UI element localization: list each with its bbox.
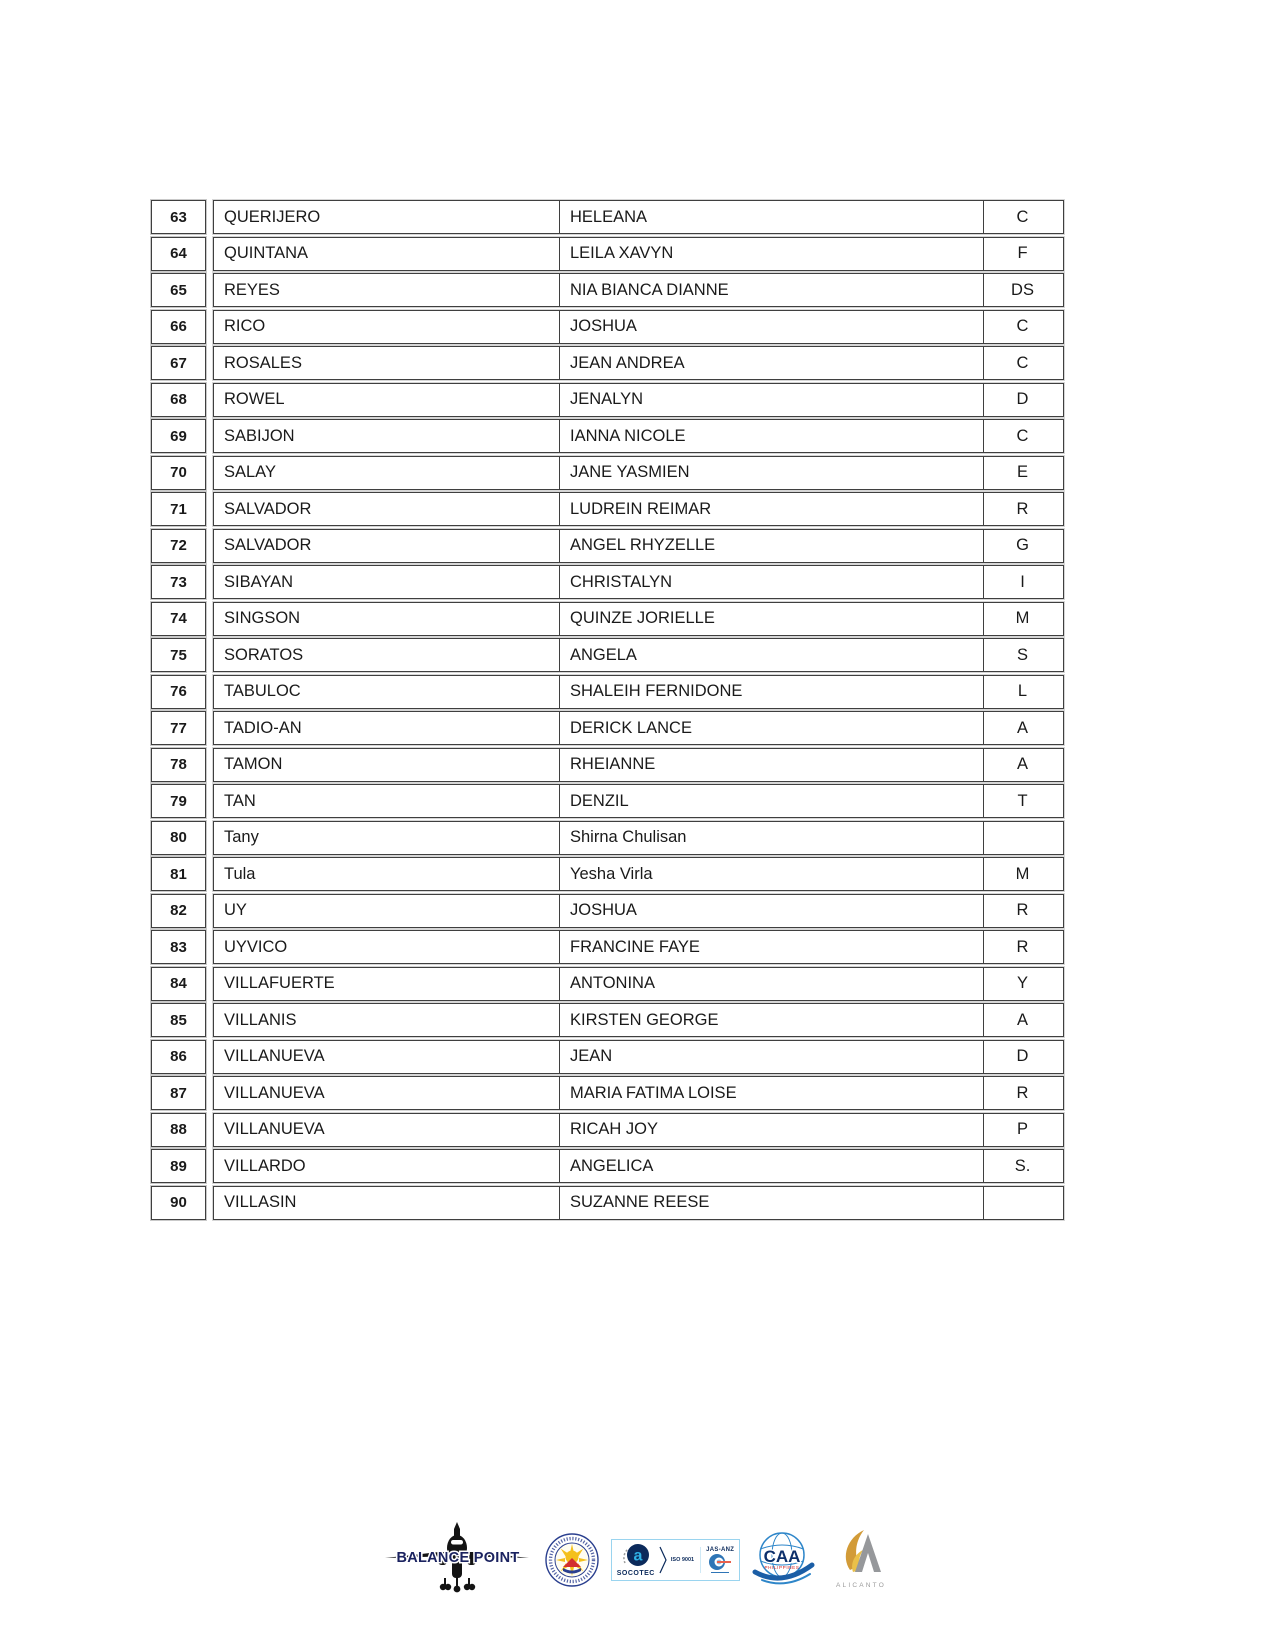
row-number-cell [151, 492, 206, 526]
row-number: 78 [170, 756, 187, 773]
table-row [151, 1186, 1064, 1220]
middle-initial-cell: A [983, 749, 1063, 781]
middle-initial-cell: S [983, 639, 1063, 671]
row-number-cell [151, 967, 206, 1001]
balance-point-airplane-icon [383, 1520, 533, 1600]
row-number-cell [151, 930, 206, 964]
socotec-certification-badge [611, 1539, 740, 1581]
surname-cell: SIBAYAN [224, 572, 294, 591]
middle-initial-cell: R [983, 1077, 1063, 1109]
row-number-cell [151, 529, 206, 563]
given-name-cell: LUDREIN REIMAR [559, 493, 983, 525]
row-main-cells [213, 675, 1064, 709]
middle-initial-cell: A [983, 712, 1063, 744]
middle-initial-cell: D [983, 1041, 1063, 1073]
given-name-cell: JOSHUA [559, 895, 983, 927]
caa-logo [752, 1530, 816, 1590]
middle-initial-cell [983, 1187, 1063, 1219]
given-name-cell: CHRISTALYN [559, 566, 983, 598]
table-row [151, 857, 1064, 891]
roster-table [151, 200, 1064, 1222]
given-name-cell: MARIA FATIMA LOISE [559, 1077, 983, 1109]
row-number: 87 [170, 1084, 187, 1102]
footer-logo-strip [0, 1520, 1275, 1600]
row-number-cell [151, 821, 206, 855]
row-main-cells [213, 1076, 1064, 1110]
surname-cell: ROWEL [224, 390, 285, 408]
table-row [151, 492, 1064, 526]
row-number: 63 [170, 208, 187, 226]
surname-cell: VILLANUEVA [224, 1047, 325, 1065]
given-name-cell: DENZIL [559, 785, 983, 817]
middle-initial-cell: M [983, 858, 1063, 890]
row-main-cells [213, 419, 1064, 453]
row-number: 90 [170, 1194, 187, 1211]
table-row [151, 967, 1064, 1001]
row-number-cell [151, 1113, 206, 1147]
surname-cell: VILLARDO [224, 1156, 306, 1175]
middle-initial-cell: A [983, 1004, 1063, 1036]
row-main-cells [213, 894, 1064, 928]
row-main-cells [213, 711, 1064, 745]
given-name-cell: JEAN [559, 1041, 983, 1073]
middle-initial-cell: I [983, 566, 1063, 598]
surname-cell: SALVADOR [224, 536, 312, 554]
table-row [151, 894, 1064, 928]
surname-cell: REYES [224, 280, 280, 299]
surname-cell: TAN [224, 791, 256, 810]
row-main-cells [213, 638, 1064, 672]
row-main-cells [213, 492, 1064, 526]
given-name-cell: HELEANA [559, 201, 983, 233]
given-name-cell: Shirna Chulisan [559, 822, 983, 854]
row-main-cells [213, 346, 1064, 380]
table-row [151, 638, 1064, 672]
row-number-cell [151, 1186, 206, 1220]
row-main-cells [213, 310, 1064, 344]
row-number-cell [151, 1040, 206, 1074]
surname-cell: QUERIJERO [224, 207, 321, 226]
row-number: 85 [170, 1011, 187, 1029]
row-main-cells [213, 237, 1064, 271]
surname-cell: TADIO-AN [224, 718, 302, 737]
middle-initial-cell: L [983, 676, 1063, 708]
row-number-cell [151, 1149, 206, 1183]
jas-anz-badge [700, 1547, 734, 1574]
row-main-cells [213, 748, 1064, 782]
middle-initial-cell: F [983, 238, 1063, 270]
balance-point-label: BALANCE POINT [396, 1550, 520, 1566]
middle-initial-cell: C [983, 311, 1063, 343]
surname-cell: TAMON [224, 755, 283, 773]
divider-chevron-icon [659, 1546, 667, 1574]
row-number: 72 [170, 537, 187, 554]
row-number: 76 [170, 683, 187, 700]
given-name-cell: ANGELA [559, 639, 983, 671]
surname-cell: QUINTANA [224, 244, 309, 262]
given-name-cell: JEAN ANDREA [559, 347, 983, 379]
row-number-cell [151, 1003, 206, 1037]
surname-cell: TABULOC [224, 682, 301, 700]
table-row [151, 237, 1064, 271]
row-main-cells [213, 784, 1064, 818]
table-row [151, 748, 1064, 782]
surname-cell: RICO [224, 317, 266, 335]
row-number: 79 [170, 792, 187, 810]
row-number-cell [151, 237, 206, 271]
row-number-cell [151, 310, 206, 344]
row-number: 88 [170, 1121, 187, 1138]
row-number: 80 [170, 829, 187, 846]
row-number-cell [151, 894, 206, 928]
middle-initial-cell: E [983, 457, 1063, 489]
svg-text:a: a [633, 1547, 643, 1565]
row-number-cell [151, 346, 206, 380]
table-row [151, 456, 1064, 490]
alicanto-logo [828, 1526, 892, 1594]
row-number-cell [151, 565, 206, 599]
jas-anz-label: JAS-ANZ [706, 1546, 735, 1553]
alicanto-label: ALICANTO [836, 1582, 887, 1589]
caa-label: CAA [763, 1547, 801, 1566]
table-row [151, 1149, 1064, 1183]
iso-label: ISO 9001 [670, 1557, 695, 1563]
row-number: 69 [170, 427, 187, 445]
jas-anz-microtext [711, 1572, 729, 1574]
middle-initial-cell: C [983, 420, 1063, 452]
caa-sub-label: PHILIPPINES [764, 1565, 800, 1570]
table-row [151, 310, 1064, 344]
given-name-cell: ANGELICA [559, 1150, 983, 1182]
middle-initial-cell: DS [983, 274, 1063, 306]
middle-initial-cell: R [983, 493, 1063, 525]
table-row [151, 711, 1064, 745]
row-main-cells [213, 930, 1064, 964]
row-main-cells [213, 383, 1064, 417]
row-number: 70 [170, 464, 187, 481]
row-number: 65 [170, 281, 187, 299]
table-row [151, 419, 1064, 453]
surname-cell: SORATOS [224, 645, 304, 664]
surname-cell: UY [224, 901, 247, 919]
row-number: 84 [170, 975, 187, 992]
row-main-cells [213, 1113, 1064, 1147]
given-name-cell: ANTONINA [559, 968, 983, 1000]
middle-initial-cell: R [983, 931, 1063, 963]
balance-point-logo [383, 1520, 533, 1600]
row-number-cell [151, 419, 206, 453]
socotec-label: SOCOTEC [616, 1570, 655, 1577]
socotec-logo [617, 1543, 655, 1577]
row-number: 86 [170, 1048, 187, 1065]
row-number-cell [151, 200, 206, 234]
table-row [151, 273, 1064, 307]
row-number: 81 [170, 865, 187, 883]
table-row [151, 1003, 1064, 1037]
table-row [151, 383, 1064, 417]
table-row [151, 1040, 1064, 1074]
row-main-cells [213, 1003, 1064, 1037]
table-row [151, 1076, 1064, 1110]
row-number-cell [151, 675, 206, 709]
middle-initial-cell: C [983, 201, 1063, 233]
row-number-cell [151, 1076, 206, 1110]
row-number: 89 [170, 1157, 187, 1175]
surname-cell: ROSALES [224, 353, 302, 372]
table-row [151, 602, 1064, 636]
given-name-cell: KIRSTEN GEORGE [559, 1004, 983, 1036]
row-number: 82 [170, 902, 187, 919]
given-name-cell: ANGEL RHYZELLE [559, 530, 983, 562]
table-row [151, 784, 1064, 818]
table-row [151, 675, 1064, 709]
given-name-cell: RICAH JOY [559, 1114, 983, 1146]
row-main-cells [213, 967, 1064, 1001]
row-main-cells [213, 565, 1064, 599]
row-main-cells [213, 456, 1064, 490]
given-name-cell: JOSHUA [559, 311, 983, 343]
middle-initial-cell: D [983, 384, 1063, 416]
row-main-cells [213, 857, 1064, 891]
row-number: 68 [170, 391, 187, 408]
surname-cell: VILLANUEVA [224, 1120, 325, 1138]
table-row [151, 529, 1064, 563]
surname-cell: SALVADOR [224, 499, 312, 518]
row-number: 71 [170, 500, 187, 518]
surname-cell: VILLAFUERTE [224, 974, 335, 992]
row-number: 75 [170, 646, 187, 664]
given-name-cell: RHEIANNE [559, 749, 983, 781]
row-number: 66 [170, 318, 187, 335]
table-row [151, 346, 1064, 380]
surname-cell: VILLANUEVA [224, 1083, 325, 1102]
government-seal-icon [545, 1533, 599, 1587]
table-row [151, 821, 1064, 855]
surname-cell: Tany [224, 828, 259, 846]
middle-initial-cell: M [983, 603, 1063, 635]
row-main-cells [213, 529, 1064, 563]
row-number-cell [151, 748, 206, 782]
row-number: 83 [170, 938, 187, 956]
row-number-cell [151, 638, 206, 672]
surname-cell: VILLANIS [224, 1010, 297, 1029]
given-name-cell: DERICK LANCE [559, 712, 983, 744]
surname-cell: SINGSON [224, 609, 301, 627]
row-number: 67 [170, 354, 187, 372]
given-name-cell: JANE YASMIEN [559, 457, 983, 489]
given-name-cell: Yesha Virla [559, 858, 983, 890]
surname-cell: SALAY [224, 463, 276, 481]
middle-initial-cell: R [983, 895, 1063, 927]
row-main-cells [213, 273, 1064, 307]
surname-cell: UYVICO [224, 937, 288, 956]
given-name-cell: FRANCINE FAYE [559, 931, 983, 963]
row-number-cell [151, 273, 206, 307]
surname-cell: Tula [224, 864, 256, 883]
row-main-cells [213, 602, 1064, 636]
socotec-circle-icon [622, 1543, 650, 1569]
row-number-cell [151, 602, 206, 636]
row-number: 74 [170, 610, 187, 627]
row-number-cell [151, 456, 206, 490]
row-number-cell [151, 383, 206, 417]
given-name-cell: LEILA XAVYN [559, 238, 983, 270]
surname-cell: SABIJON [224, 426, 295, 445]
row-number: 64 [170, 245, 187, 262]
middle-initial-cell: G [983, 530, 1063, 562]
given-name-cell: IANNA NICOLE [559, 420, 983, 452]
row-main-cells [213, 200, 1064, 234]
row-main-cells [213, 1040, 1064, 1074]
row-main-cells [213, 1186, 1064, 1220]
row-main-cells [213, 1149, 1064, 1183]
table-row [151, 930, 1064, 964]
row-number-cell [151, 857, 206, 891]
given-name-cell: QUINZE JORIELLE [559, 603, 983, 635]
given-name-cell: NIA BIANCA DIANNE [559, 274, 983, 306]
jas-anz-mark-icon [708, 1553, 732, 1571]
middle-initial-cell: T [983, 785, 1063, 817]
row-number: 73 [170, 573, 187, 591]
given-name-cell: JENALYN [559, 384, 983, 416]
table-row [151, 565, 1064, 599]
given-name-cell: SUZANNE REESE [559, 1187, 983, 1219]
middle-initial-cell: P [983, 1114, 1063, 1146]
given-name-cell: SHALEIH FERNIDONE [559, 676, 983, 708]
table-row [151, 1113, 1064, 1147]
middle-initial-cell [983, 822, 1063, 854]
middle-initial-cell: Y [983, 968, 1063, 1000]
surname-cell: VILLASIN [224, 1193, 297, 1211]
row-number-cell [151, 784, 206, 818]
middle-initial-cell: S. [983, 1150, 1063, 1182]
middle-initial-cell: C [983, 347, 1063, 379]
row-number-cell [151, 711, 206, 745]
row-number: 77 [170, 719, 187, 737]
row-main-cells [213, 821, 1064, 855]
table-row [151, 200, 1064, 234]
